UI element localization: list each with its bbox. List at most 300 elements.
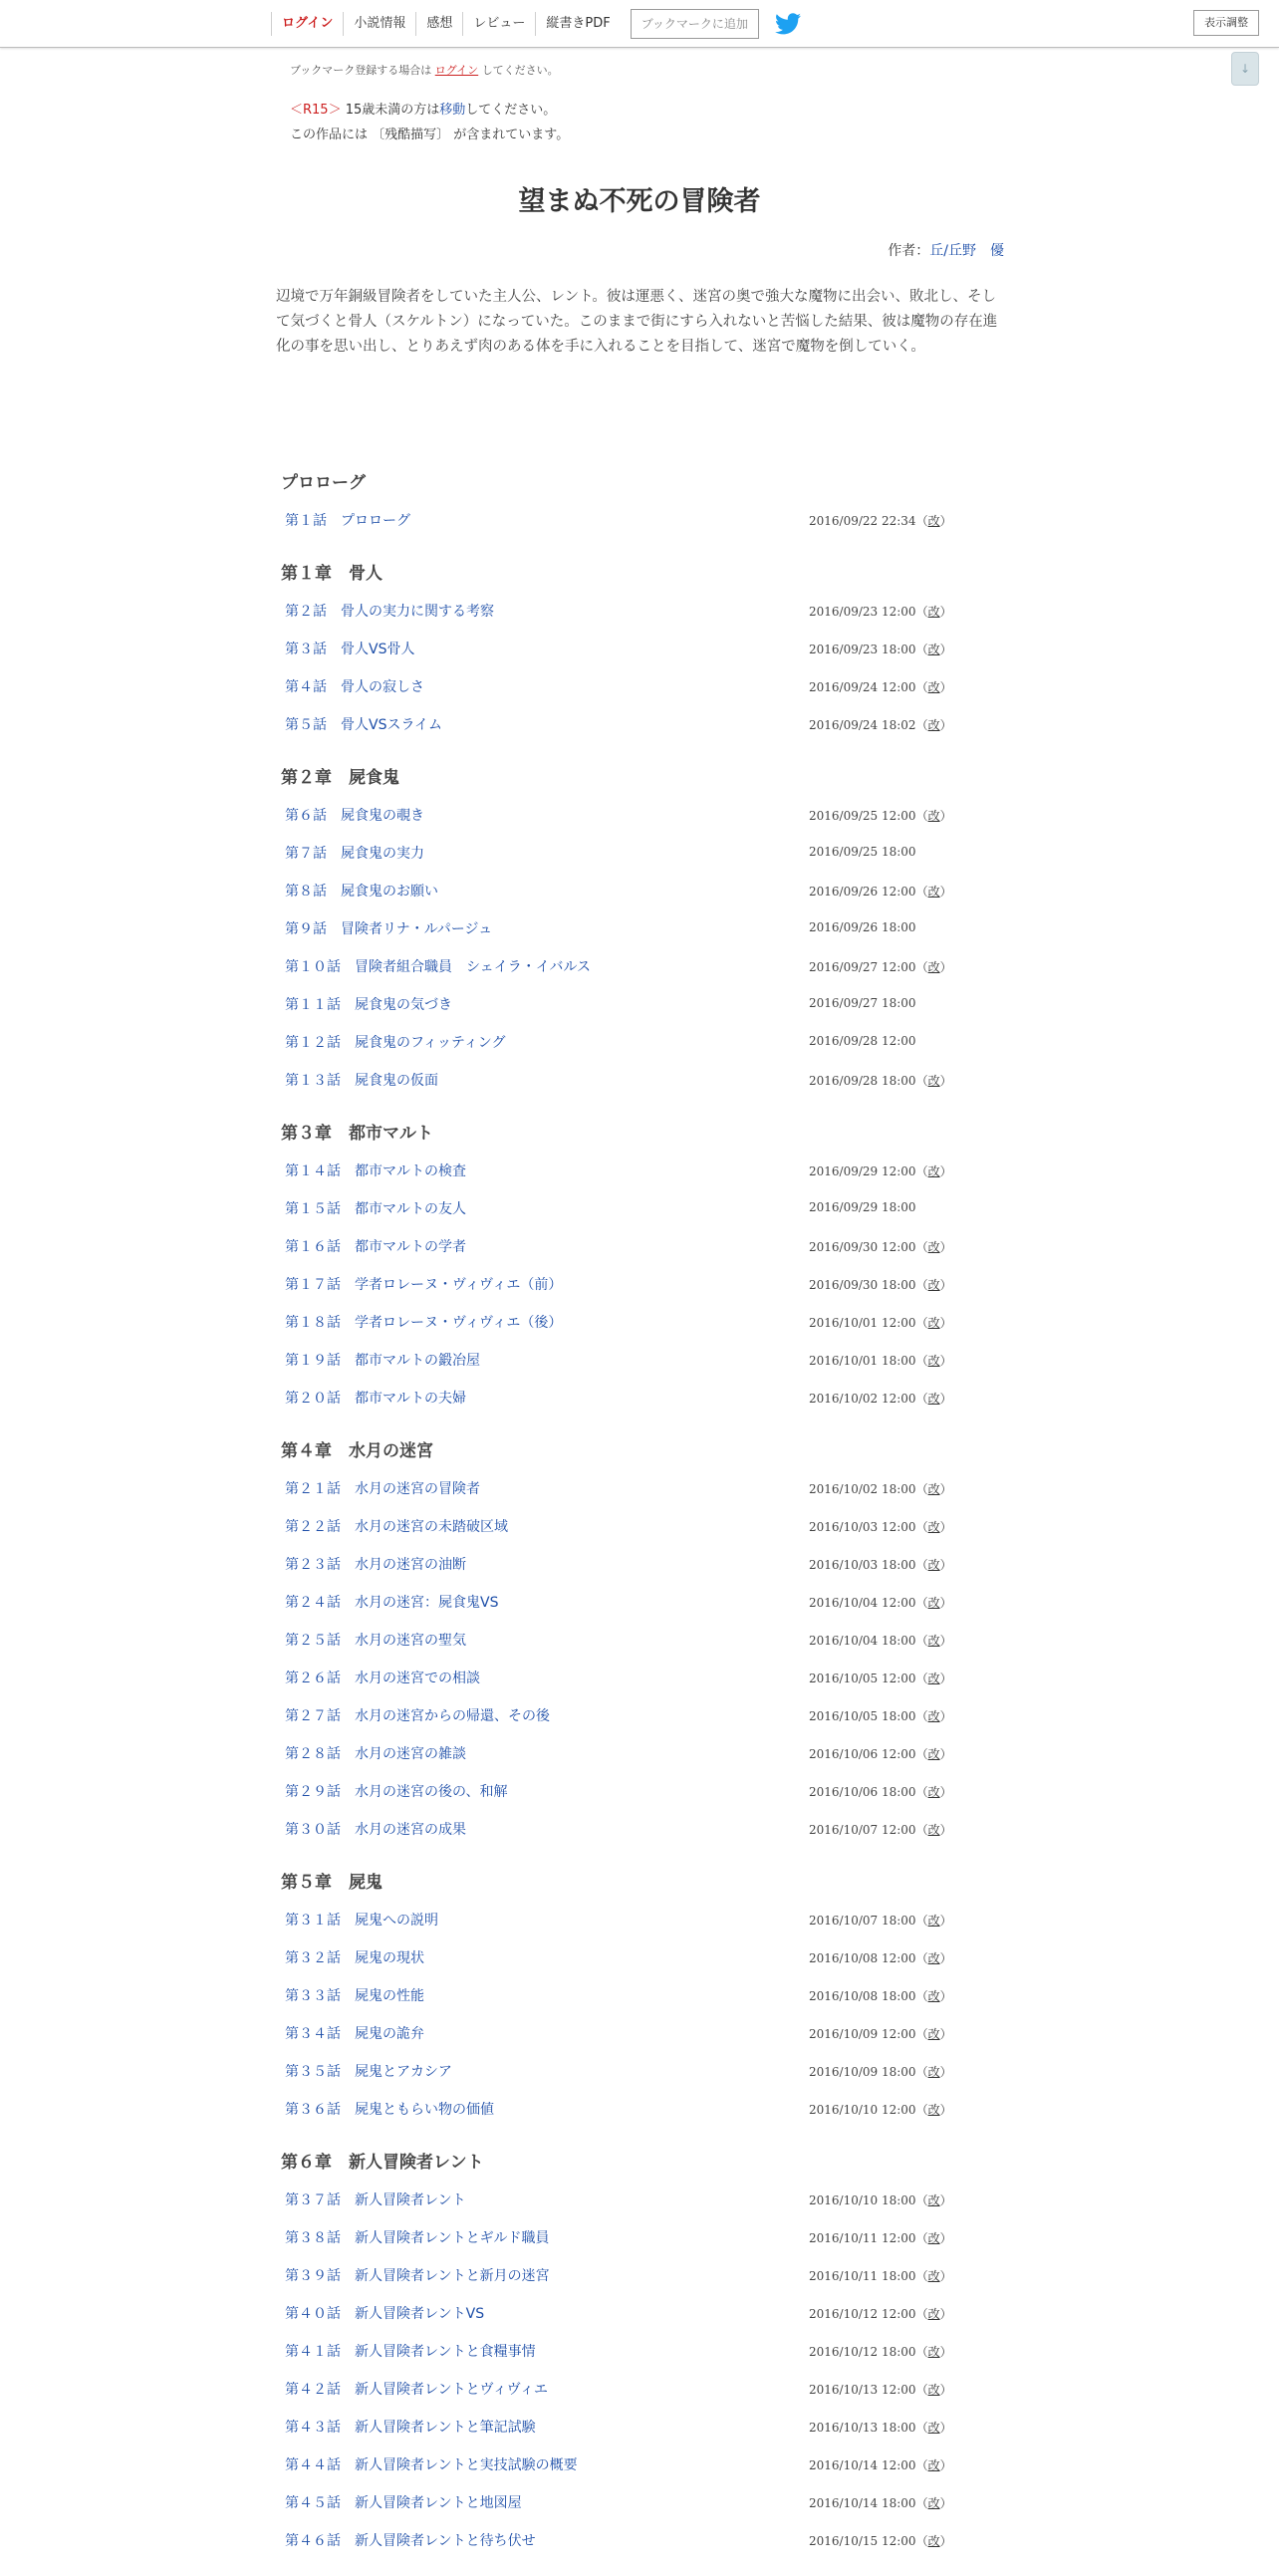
episode-link[interactable]: 第２３話 水月の迷宮の油断 [285,1557,466,1573]
episode-row [281,2181,1008,2218]
revision-close-paren: ） [939,1709,952,1723]
episode-row [281,1938,1008,1976]
episode-row [281,667,1008,705]
revision-link[interactable]: 改 [927,885,940,899]
episode-post-date: 2016/09/25 18:00 [809,845,916,859]
revision-close-paren: ） [939,643,952,656]
episode-date [809,1034,916,1048]
episode-link[interactable]: 第２６話 水月の迷宮での相談 [285,1671,480,1686]
episode-date [809,1912,952,1929]
revision-link[interactable]: 改 [927,1074,940,1088]
revision-close-paren: ） [939,2269,952,2283]
revision-close-paren: ） [939,1392,952,1406]
episode-post-date: 2016/09/28 12:00 [809,1034,916,1048]
episode-row [281,947,1008,985]
episode-link[interactable]: 第１話 プロローグ [285,513,410,529]
revision-link[interactable]: 改 [927,1709,940,1723]
nav-impressions-link[interactable]: 感想 [415,12,462,36]
episode-post-date: 2016/10/04 12:00 [809,1596,916,1610]
episode-link[interactable]: 第３４話 屍鬼の詭弁 [285,2026,424,2042]
episode-date [809,2305,952,2322]
bookmark-notice-prefix: ブックマーク登録する場合は [290,64,432,77]
revision-close-paren: ） [939,718,952,732]
episode-link[interactable]: 第２２話 水月の迷宮の未踏破区域 [285,1519,508,1535]
chapter-title: 第１章 骨人 [281,564,383,584]
episode-row [281,2370,1008,2408]
revision-open-paren: （ [915,1747,928,1761]
episode-link[interactable]: 第３１話 屍鬼への説明 [285,1913,438,1929]
episode-post-date: 2016/09/30 12:00 [809,1240,916,1254]
episode-row [281,872,1008,909]
revision-link[interactable]: 改 [927,643,940,656]
age-notice-text: 15歳未満の方は [345,103,440,118]
episode-link[interactable]: 第１６話 都市マルトの学者 [285,1239,466,1255]
episode-date [809,1238,952,1255]
chapter-block [281,1433,1008,1848]
episode-post-date: 2016/10/11 18:00 [809,2269,916,2283]
episode-date [809,2532,952,2549]
revision-link[interactable]: 改 [927,1951,940,1965]
episode-post-date: 2016/10/02 18:00 [809,1482,916,1496]
revision-close-paren: ） [939,2458,952,2472]
episode-post-date: 2016/10/01 12:00 [809,1316,916,1330]
bookmark-notice [290,62,559,78]
episode-post-date: 2016/10/11 12:00 [809,2231,916,2245]
episode-link[interactable]: 第２９話 水月の迷宮の後の、和解 [285,1784,508,1800]
episode-link[interactable]: 第１１話 屍食鬼の気づき [285,997,452,1013]
episode-row [281,1772,1008,1810]
revision-open-paren: （ [915,2345,928,2359]
episode-date [809,1200,916,1214]
chapter-block [281,760,1008,1099]
revision-link[interactable]: 改 [927,2065,940,2079]
episode-post-date: 2016/10/13 18:00 [809,2421,916,2435]
revision-link[interactable]: 改 [927,1989,940,2003]
revision-link[interactable]: 改 [927,809,940,823]
episode-link[interactable]: 第４１話 新人冒険者レントと食糧事情 [285,2344,536,2360]
chapter-block [281,556,1008,743]
novel-summary: 辺境で万年銅級冒険者をしていた主人公、レント。彼は運悪く、迷宮の奥で強大な魔物に出会い、敗北し、そして気づくと骨人（スケルトン）になっていた。このままで街にすら入れないと苦悩した結果、彼は魔物の存在進化の事を思い出し、とりあえず肉のある体を手に入れることを目指して、迷宮で魔物を倒していく。 [276,289,998,355]
episode-date [809,2101,952,2118]
episode-date [809,2229,952,2246]
revision-link[interactable]: 改 [927,1596,940,1610]
episode-row [281,2218,1008,2256]
revision-open-paren: （ [915,1354,928,1368]
episode-link[interactable]: 第２８話 水月の迷宮の雑談 [285,1746,466,1762]
revision-close-paren: ） [939,1989,952,2003]
revision-open-paren: （ [915,2027,928,2041]
author-label: 作者： [888,243,930,259]
revision-close-paren: ） [939,1951,952,1965]
revision-close-paren: ） [939,1240,952,1254]
episode-link[interactable]: 第８話 屍食鬼のお願い [285,884,438,900]
episode-list [281,465,1008,2576]
episode-date [809,2025,952,2042]
episode-date [809,1314,952,1331]
episode-row [281,1152,1008,1189]
episode-date [809,1352,952,1369]
episode-date [809,1707,952,1724]
episode-link[interactable]: 第３９話 新人冒険者レントと新月の迷宮 [285,2268,550,2284]
episode-link[interactable]: 第１５話 都市マルトの友人 [285,1201,466,1217]
episode-date [809,1670,952,1686]
revision-link[interactable]: 改 [927,2496,940,2510]
revision-link[interactable]: 改 [927,1354,940,1368]
episode-date [809,1390,952,1407]
episode-date [809,1949,952,1966]
revision-close-paren: ） [939,1914,952,1928]
episode-date [809,2419,952,2436]
revision-link[interactable]: 改 [927,1392,940,1406]
episode-row [281,1507,1008,1545]
revision-close-paren: ） [939,1634,952,1648]
revision-open-paren: （ [915,1482,928,1496]
episode-row [281,1189,1008,1227]
episode-link[interactable]: 第４４話 新人冒険者レントと実技試験の概要 [285,2457,578,2473]
episode-date [809,716,952,733]
revision-link[interactable]: 改 [927,1164,940,1178]
revision-open-paren: （ [915,2458,928,2472]
episode-date [809,883,952,900]
scroll-down-button[interactable]: ↓ [1231,52,1259,86]
episode-link[interactable]: 第１８話 学者ロレーヌ・ヴィヴィエ（後） [285,1315,563,1331]
episode-date [809,2267,952,2284]
episode-link[interactable]: 第３７話 新人冒険者レント [285,2192,466,2208]
episode-date [809,920,916,934]
revision-link[interactable]: 改 [927,1240,940,1254]
episode-row [281,2446,1008,2483]
revision-link[interactable]: 改 [927,2534,940,2548]
episode-link[interactable]: 第３５話 屍鬼とアカシア [285,2064,452,2080]
revision-close-paren: ） [939,1823,952,1837]
revision-open-paren: （ [915,2231,928,2245]
episode-date [809,1072,952,1089]
chapter-block [281,2145,1008,2559]
episode-link[interactable]: 第５話 骨人VSスライム [285,717,443,733]
bookmark-notice-suffix: してください。 [481,64,559,77]
episode-row [281,1810,1008,1848]
revision-link[interactable]: 改 [927,2269,940,2283]
revision-open-paren: （ [915,643,928,656]
episode-link[interactable]: 第４２話 新人冒険者レントとヴィヴィエ [285,2382,548,2398]
revision-open-paren: （ [915,1278,928,1292]
episode-date [809,1632,952,1649]
episode-link[interactable]: 第２話 骨人の実力に関する考察 [285,604,494,620]
revision-open-paren: （ [915,2103,928,2117]
episode-date [809,1745,952,1762]
episode-post-date: 2016/09/27 18:00 [809,996,916,1010]
revision-link[interactable]: 改 [927,960,940,974]
revision-close-paren: ） [939,1354,952,1368]
revision-link[interactable]: 改 [927,1747,940,1761]
episode-link[interactable]: 第２４話 水月の迷宮：屍食鬼VS [285,1595,499,1611]
episode-link[interactable]: 第３６話 屍鬼ともらい物の価値 [285,2102,494,2118]
episode-link[interactable]: 第３話 骨人VS骨人 [285,642,415,657]
chapter-block [281,1865,1008,2128]
episode-post-date: 2016/10/14 18:00 [809,2496,916,2510]
episode-date [809,845,916,859]
twitter-bird-icon[interactable] [775,13,801,35]
episode-row [281,705,1008,743]
author-link[interactable]: 丘/丘野 優 [929,243,1004,259]
episode-row [281,2408,1008,2446]
episode-date [809,2381,952,2398]
revision-open-paren: （ [915,1785,928,1799]
bookmark-add-button[interactable]: ブックマークに追加 [631,9,759,39]
episode-row [281,2014,1008,2052]
episode-post-date: 2016/09/24 18:02 [809,718,916,732]
episode-link[interactable]: 第４０話 新人冒険者レントVS [285,2306,485,2322]
revision-close-paren: ） [939,2231,952,2245]
episode-row [281,985,1008,1023]
revision-open-paren: （ [915,2193,928,2207]
revision-open-paren: （ [915,960,928,974]
revision-open-paren: （ [915,1634,928,1648]
revision-open-paren: （ [915,1951,928,1965]
episode-link[interactable]: 第１０話 冒険者組合職員 シェイラ・イバルス [285,959,592,975]
episode-link[interactable]: 第４３話 新人冒険者レントと筆記試験 [285,2420,536,2436]
revision-link[interactable]: 改 [927,1520,940,1534]
episode-date [809,641,952,657]
revision-link[interactable]: 改 [927,2421,940,2435]
episode-row [281,834,1008,872]
revision-open-paren: （ [915,2496,928,2510]
episode-post-date: 2016/10/01 18:00 [809,1354,916,1368]
episode-link[interactable]: 第２５話 水月の迷宮の聖気 [285,1633,466,1649]
revision-link[interactable]: 改 [927,2345,940,2359]
revision-close-paren: ） [939,885,952,899]
chapter-title: プロローグ [281,473,366,493]
revision-open-paren: （ [915,809,928,823]
episode-link[interactable]: 第３８話 新人冒険者レントとギルド職員 [285,2230,550,2246]
episode-link[interactable]: 第４話 骨人の寂しさ [285,679,424,695]
revision-close-paren: ） [939,1278,952,1292]
revision-open-paren: （ [915,680,928,694]
episode-row [281,1265,1008,1303]
revision-open-paren: （ [915,885,928,899]
episode-row [281,501,1008,539]
episode-row [281,1901,1008,1938]
chapter-block [281,465,1008,539]
revision-link[interactable]: 改 [927,514,940,528]
revision-close-paren: ） [939,1672,952,1685]
episode-date [809,512,952,529]
revision-open-paren: （ [915,1074,928,1088]
episode-post-date: 2016/09/27 12:00 [809,960,916,974]
episode-post-date: 2016/10/10 12:00 [809,2103,916,2117]
chapter-title: 第５章 屍鬼 [281,1873,383,1893]
age-move-link[interactable]: 移動 [439,103,466,118]
revision-open-paren: （ [915,1709,928,1723]
episode-date [809,958,952,975]
episode-link[interactable]: 第７話 屍食鬼の実力 [285,846,424,862]
episode-post-date: 2016/09/25 12:00 [809,809,916,823]
episode-post-date: 2016/10/03 12:00 [809,1520,916,1534]
episode-row [281,909,1008,947]
revision-open-paren: （ [915,1672,928,1685]
episode-post-date: 2016/10/14 12:00 [809,2458,916,2472]
episode-date [809,1783,952,1800]
episode-row [281,1227,1008,1265]
revision-open-paren: （ [915,1520,928,1534]
episode-post-date: 2016/09/26 12:00 [809,885,916,899]
revision-close-paren: ） [939,1074,952,1088]
episode-post-date: 2016/09/23 12:00 [809,605,916,619]
revision-close-paren: ） [939,809,952,823]
revision-open-paren: （ [915,1989,928,2003]
episode-row [281,2256,1008,2294]
age-restriction-notice [290,99,556,118]
episode-row [281,2090,1008,2128]
revision-open-paren: （ [915,2534,928,2548]
episode-date [809,1276,952,1293]
revision-open-paren: （ [915,2421,928,2435]
r15-badge: ＜R15＞ [290,103,342,118]
episode-link[interactable]: 第１７話 学者ロレーヌ・ヴィヴィエ（前） [285,1277,563,1293]
revision-link[interactable]: 改 [927,2027,940,2041]
revision-open-paren: （ [915,2269,928,2283]
episode-post-date: 2016/10/06 18:00 [809,1785,916,1799]
revision-link[interactable]: 改 [927,1672,940,1685]
novel-title: 望まぬ不死の冒険者 [518,186,761,217]
episode-post-date: 2016/09/29 12:00 [809,1164,916,1178]
revision-link[interactable]: 改 [927,2383,940,2397]
episode-post-date: 2016/10/13 12:00 [809,2383,916,2397]
revision-open-paren: （ [915,1316,928,1330]
revision-link[interactable]: 改 [927,2307,940,2321]
revision-close-paren: ） [939,2103,952,2117]
nav-login-link[interactable]: ログイン [271,12,343,36]
revision-close-paren: ） [939,680,952,694]
episode-row [281,1659,1008,1696]
revision-link[interactable]: 改 [927,2193,940,2207]
episode-link[interactable]: 第１３話 屍食鬼の仮面 [285,1073,438,1089]
episode-post-date: 2016/10/05 12:00 [809,1672,916,1685]
episode-link[interactable]: 第２０話 都市マルトの夫婦 [285,1391,466,1407]
episode-link[interactable]: 第３２話 屍鬼の現状 [285,1950,424,1966]
revision-link[interactable]: 改 [927,2103,940,2117]
episode-link[interactable]: 第３３話 屍鬼の性能 [285,1988,424,2004]
display-adjust-button[interactable]: 表示調整 [1193,10,1259,36]
episode-post-date: 2016/09/22 22:34 [809,514,916,528]
episode-link[interactable]: 第２７話 水月の迷宮からの帰還、その後 [285,1708,550,1724]
episode-post-date: 2016/10/06 12:00 [809,1747,916,1761]
revision-close-paren: ） [939,2027,952,2041]
revision-close-paren: ） [939,1785,952,1799]
episode-post-date: 2016/10/03 18:00 [809,1558,916,1572]
episode-post-date: 2016/10/12 18:00 [809,2345,916,2359]
episode-row [281,1469,1008,1507]
episode-row [281,1976,1008,2014]
episode-link[interactable]: 第１９話 都市マルトの鍛冶屋 [285,1353,480,1369]
episode-row [281,1696,1008,1734]
revision-open-paren: （ [915,1240,928,1254]
episode-date [809,1518,952,1535]
revision-open-paren: （ [915,2307,928,2321]
revision-link[interactable]: 改 [927,1914,940,1928]
revision-close-paren: ） [939,1747,952,1761]
episode-row [281,2483,1008,2521]
revision-link[interactable]: 改 [927,1823,940,1837]
episode-post-date: 2016/09/24 12:00 [809,680,916,694]
episode-date [809,1821,952,1838]
revision-link[interactable]: 改 [927,1316,940,1330]
revision-close-paren: ） [939,2383,952,2397]
revision-link[interactable]: 改 [927,2231,940,2245]
episode-post-date: 2016/10/02 12:00 [809,1392,916,1406]
episode-date [809,1162,952,1179]
episode-row [281,630,1008,667]
episode-link[interactable]: 第６話 屍食鬼の覗き [285,808,424,824]
revision-link[interactable]: 改 [927,605,940,619]
revision-link[interactable]: 改 [927,2458,940,2472]
episode-date [809,2343,952,2360]
episode-link[interactable]: 第４６話 新人冒険者レントと待ち伏せ [285,2533,536,2549]
episode-row [281,1061,1008,1099]
nav-vertical-pdf-link[interactable]: 縦書きPDF [535,12,620,36]
revision-close-paren: ） [939,2345,952,2359]
episode-post-date: 2016/10/12 12:00 [809,2307,916,2321]
revision-open-paren: （ [915,1596,928,1610]
nav-review-link[interactable]: レビュー [462,12,535,36]
age-notice-suffix: してください。 [465,103,557,118]
episode-row [281,1583,1008,1621]
revision-link[interactable]: 改 [927,1482,940,1496]
episode-link[interactable]: 第４５話 新人冒険者レントと地図屋 [285,2495,522,2511]
revision-link[interactable]: 改 [927,718,940,732]
episode-post-date: 2016/10/05 18:00 [809,1709,916,1723]
revision-link[interactable]: 改 [927,1785,940,1799]
episode-row [281,796,1008,834]
episode-post-date: 2016/10/15 12:00 [809,2534,916,2548]
revision-link[interactable]: 改 [927,1558,940,1572]
episode-post-date: 2016/09/26 18:00 [809,920,916,934]
revision-open-paren: （ [915,1823,928,1837]
episode-link[interactable]: 第１２話 屍食鬼のフィッティング [285,1035,506,1051]
episode-row [281,1734,1008,1772]
episode-row [281,2332,1008,2370]
episode-date [809,996,916,1010]
episode-post-date: 2016/10/08 18:00 [809,1989,916,2003]
revision-link[interactable]: 改 [927,680,940,694]
revision-close-paren: ） [939,1316,952,1330]
chapter-title: 第４章 水月の迷宮 [281,1441,433,1461]
episode-date [809,1480,952,1497]
nav-novel-info-link[interactable]: 小説情報 [343,12,415,36]
revision-close-paren: ） [939,605,952,619]
episode-date [809,603,952,620]
episode-post-date: 2016/09/29 18:00 [809,1200,916,1214]
revision-close-paren: ） [939,514,952,528]
episode-row [281,2294,1008,2332]
episode-link[interactable]: 第９話 冒険者リナ・ルパージュ [285,921,493,937]
chapter-title: 第３章 都市マルト [281,1124,433,1144]
episode-post-date: 2016/09/30 18:00 [809,1278,916,1292]
episode-post-date: 2016/09/28 18:00 [809,1074,916,1088]
revision-link[interactable]: 改 [927,1278,940,1292]
bookmark-login-link[interactable]: ログイン [434,64,479,77]
revision-close-paren: ） [939,2193,952,2207]
episode-row [281,1621,1008,1659]
episode-date [809,2456,952,2473]
top-nav-bar [0,0,1279,48]
episode-post-date: 2016/09/23 18:00 [809,643,916,656]
revision-link[interactable]: 改 [927,1634,940,1648]
episode-row [281,2052,1008,2090]
episode-link[interactable]: 第３０話 水月の迷宮の成果 [285,1822,466,1838]
episode-link[interactable]: 第１４話 都市マルトの検査 [285,1163,466,1179]
episode-link[interactable]: 第２１話 水月の迷宮の冒険者 [285,1481,480,1497]
